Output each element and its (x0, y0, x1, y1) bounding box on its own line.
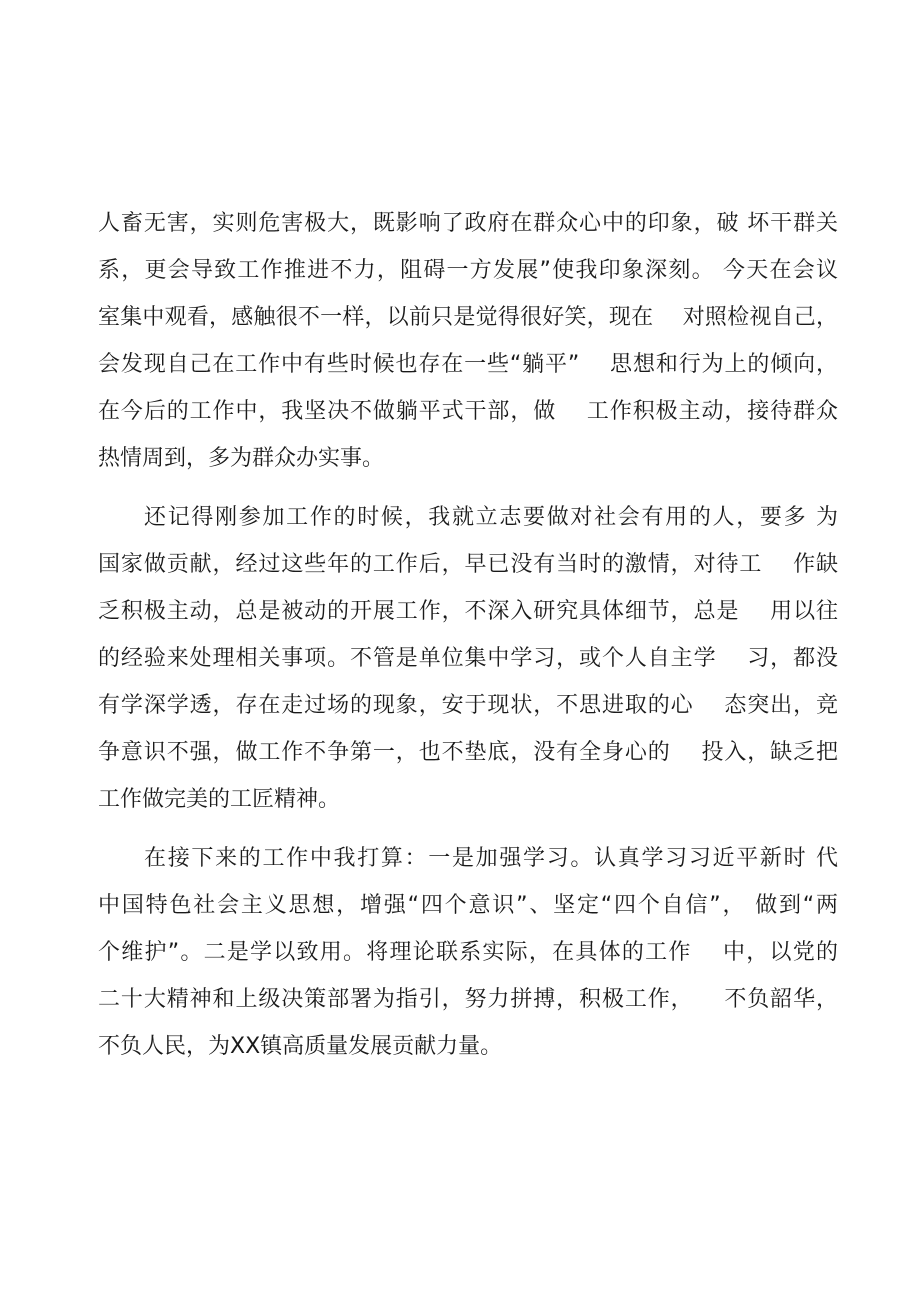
text-line: 还记得刚参加工作的时候，我就立志要做对社会有用的人，要多 为 (144, 505, 838, 530)
text-line: 国家做贡献，经过这些年的工作后，早已没有当时的激情，对待工 作缺 (98, 552, 838, 577)
paragraph-gap (98, 823, 838, 835)
text-line: 热情周到，多为群众办实事。 (98, 446, 385, 471)
text-line: 乏积极主动，总是被动的开展工作，不深入研究具体细节，总是 用以往 (98, 599, 838, 624)
paragraph-3 (98, 835, 838, 1070)
text-line: 中国特色社会主义思想，增强“四个意识”、坚定“四个自信”， 做到“两 (98, 893, 838, 918)
text-line: 争意识不强，做工作不争第一，也不垫底，没有全身心的 投入，缺乏把 (98, 740, 838, 765)
paragraph-2 (98, 494, 838, 823)
text-line: 个维护”。二是学以致用。将理论联系实际，在具体的工作 中，以党的 (98, 940, 838, 965)
text-line: 室集中观看，感触很不一样，以前只是觉得很好笑，现在 对照检视自己， (98, 305, 838, 330)
text-line: 工作做完美的工匠精神。 (98, 787, 341, 812)
text-line: 在今后的工作中，我坚决不做躺平式干部，做 工作积极主动，接待群众 (98, 399, 838, 424)
text-line: 系，更会导致工作推进不力，阻碍一方发展”使我印象深刻。 今天在会议 (98, 258, 838, 283)
text-line: 二十大精神和上级决策部署为指引，努力拼搏，积极工作， 不负韶华， (98, 987, 838, 1012)
document-body (98, 200, 838, 1070)
paragraph-gap (98, 482, 838, 494)
text-line: 不负人民，为XX镇高质量发展贡献力量。 (98, 1034, 503, 1059)
text-line: 的经验来处理相关事项。不管是单位集中学习，或个人自主学 习，都没 (98, 646, 838, 671)
text-line: 会发现自己在工作中有些时候也存在一些“躺平” 思想和行为上的倾向， (98, 352, 838, 377)
text-line: 人畜无害，实则危害极大，既影响了政府在群众心中的印象，破 坏干群关 (98, 211, 838, 236)
text-line: 有学深学透，存在走过场的现象，安于现状，不思进取的心 态突出，竞 (98, 693, 838, 718)
text-line: 在接下来的工作中我打算：一是加强学习。认真学习习近平新时 代 (144, 846, 838, 871)
paragraph-1 (98, 200, 838, 482)
